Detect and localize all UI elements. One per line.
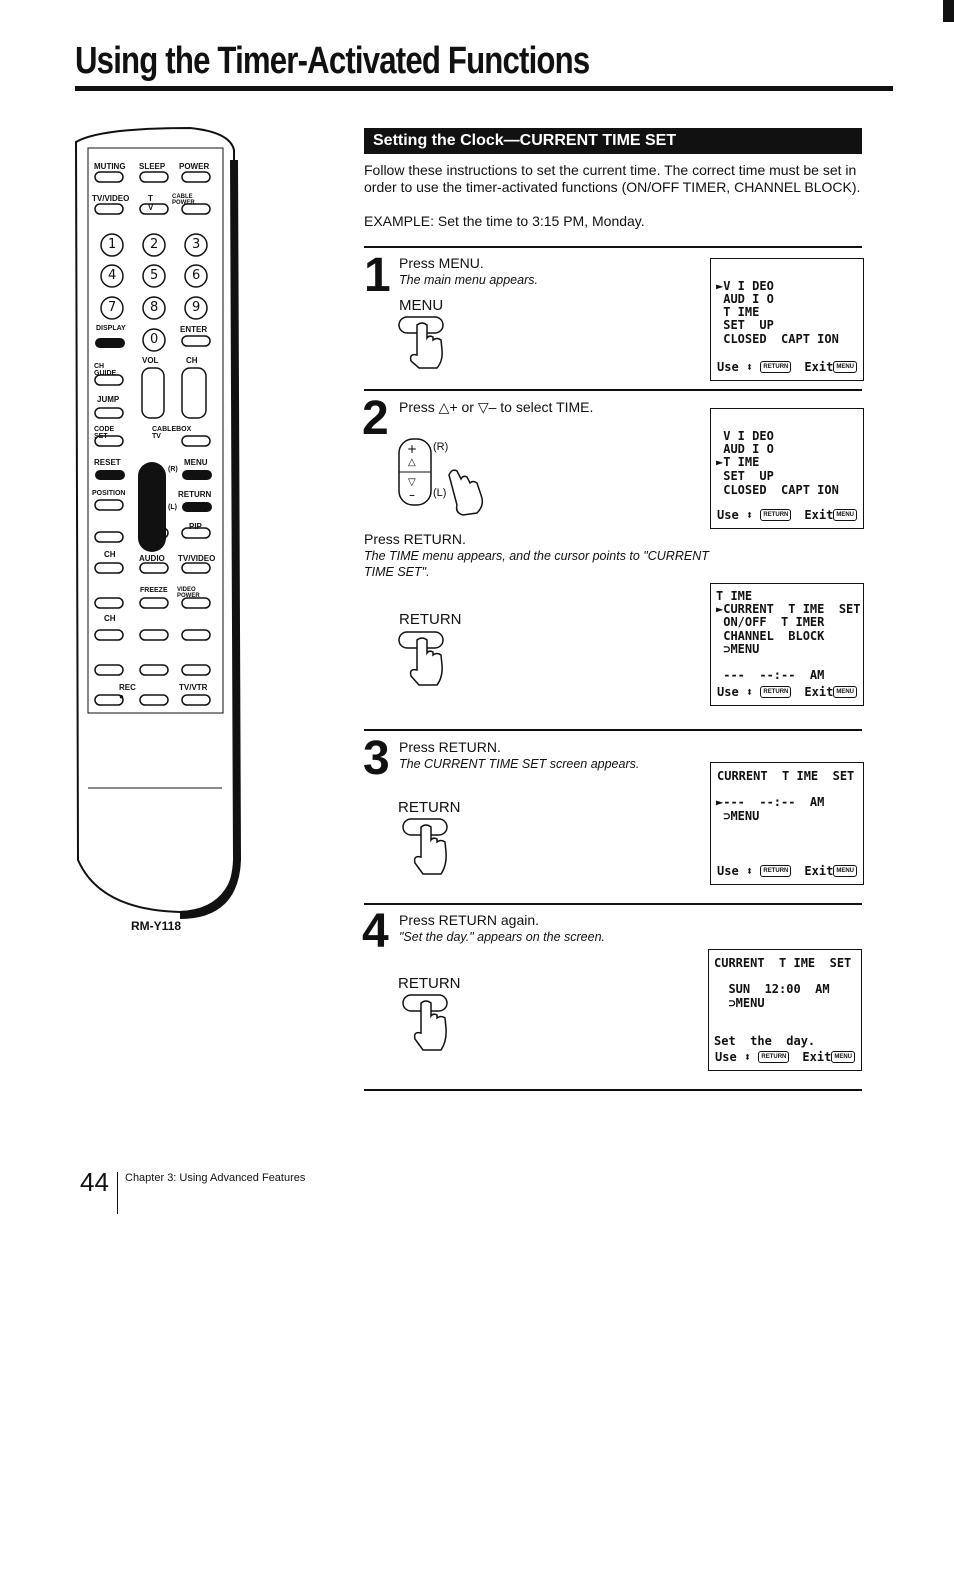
screen-menu-chip: MENU — [833, 509, 857, 521]
remote-audio-label: AUDIO — [139, 554, 165, 563]
remote-jump-label: JUMP — [97, 395, 120, 404]
remote-codeset-label: CODE SET — [94, 426, 115, 440]
screen-menu-chip: MENU — [833, 686, 857, 698]
screen-use-row — [717, 509, 857, 523]
screen-line: T IME — [716, 305, 760, 319]
remote-muting-label: MUTING — [94, 162, 126, 171]
step-2-text: Press △+ or ▽– to select TIME. — [399, 399, 594, 415]
remote-vol-label: VOL — [142, 356, 159, 365]
step-1-note: The main menu appears. — [399, 273, 538, 287]
step-2-note-2: The TIME menu appears, and the cursor points to "CURRENT TIME SET". — [364, 549, 709, 579]
screen-line: AUD I O — [716, 442, 774, 456]
svg-text:▽: ▽ — [408, 477, 416, 488]
remote-tvvideo2-label: TV/VIDEO — [178, 554, 216, 563]
screen-line: CHANNEL BLOCK — [716, 629, 825, 643]
screen-use-text: Use — [717, 684, 739, 699]
remote-l-label: (L) — [168, 504, 177, 511]
remote-rec-label: REC ● — [119, 683, 136, 701]
screen-exit-text: Exit — [804, 863, 834, 878]
remote-r-label: (R) — [168, 466, 178, 473]
screen-menu-chip: MENU — [833, 361, 857, 373]
footer-divider — [117, 1172, 118, 1214]
remote-model-label: RM-Y118 — [131, 919, 182, 933]
remote-digit-1: 1 — [108, 237, 117, 252]
screen-line: CURRENT T IME SET — [717, 769, 855, 783]
step-4-note: "Set the day." appears on the screen. — [399, 930, 605, 944]
screen-line: ⊃MENU — [716, 642, 760, 656]
screen-line: CURRENT T IME SET — [714, 956, 852, 970]
updown-icon: ⬍ — [745, 507, 754, 522]
screen-use-text: Use — [717, 863, 739, 878]
remote-cablebox-label: CABLEBOX TV — [152, 426, 192, 440]
screen-line: ►V I DEO — [716, 279, 774, 293]
svg-text:–: – — [409, 488, 415, 502]
remote-sleep-label: SLEEP — [139, 162, 166, 171]
title-rule — [75, 86, 893, 91]
remote-digit-0: 0 — [150, 332, 159, 347]
updown-icon: ⬍ — [743, 1049, 752, 1064]
screen-line: --- --:-- AM — [716, 668, 825, 682]
screen-line: SET UP — [716, 469, 774, 483]
screen-menu-chip: MENU — [831, 1051, 855, 1063]
step-4-number: 4 — [362, 905, 387, 958]
page-number: 44 — [80, 1167, 109, 1197]
remote-power-label: POWER — [179, 162, 210, 171]
remote-freeze-label: FREEZE — [140, 587, 168, 594]
screen-line: SUN 12:00 AM — [714, 982, 830, 996]
screen-line: AUD I O — [716, 292, 774, 306]
step-divider — [364, 729, 862, 731]
page-edge-mark — [943, 0, 954, 22]
screen-line: ►T IME — [716, 455, 760, 469]
remote-position-label: POSITION — [92, 490, 126, 497]
tv-screen-current-time-set-1 — [710, 762, 864, 885]
screen-line: ON/OFF T IMER — [716, 615, 825, 629]
svg-text:△: △ — [408, 457, 416, 468]
remote-digit-8: 8 — [150, 300, 159, 315]
chapter-label: Chapter 3: Using Advanced Features — [125, 1172, 306, 1184]
step-4-button-label: RETURN — [398, 975, 461, 992]
step-3-text: Press RETURN. — [399, 739, 501, 755]
remote-videopower-label: VIDEO POWER — [177, 587, 200, 599]
hand-press-icon — [397, 817, 452, 877]
screen-use-row — [717, 686, 857, 700]
screen-line: V I DEO — [716, 429, 774, 443]
screen-return-chip: RETURN — [760, 361, 791, 373]
screen-return-chip: RETURN — [760, 686, 791, 698]
screen-exit-text: Exit — [802, 1049, 832, 1064]
screen-line: T IME — [716, 589, 753, 603]
tv-screen-time-menu — [710, 583, 864, 706]
step-3-button-label: RETURN — [398, 799, 461, 816]
screen-exit-text: Exit — [804, 359, 834, 374]
remote-digit-5: 5 — [150, 268, 159, 283]
screen-line: ⊃MENU — [716, 809, 760, 823]
screen-line: ►--- --:-- AM — [716, 795, 825, 809]
remote-digit-3: 3 — [192, 237, 201, 252]
section-example: EXAMPLE: Set the time to 3:15 PM, Monday. — [364, 213, 645, 229]
step-2-text-2: Press RETURN. — [364, 531, 466, 547]
updown-icon: ⬍ — [745, 863, 754, 878]
remote-digit-2: 2 — [150, 237, 159, 252]
step-1-text: Press MENU. — [399, 255, 484, 271]
remote-digit-9: 9 — [192, 300, 201, 315]
remote-ch-label: CH — [186, 356, 198, 365]
screen-line: ⊃MENU — [714, 996, 765, 1010]
screen-exit-text: Exit — [804, 507, 834, 522]
remote-chguide-label: CH GUIDE — [94, 363, 117, 377]
step-2-r-label: (R) — [433, 441, 449, 453]
screen-line: CLOSED CAPT ION — [716, 332, 839, 346]
screen-return-chip: RETURN — [760, 865, 791, 877]
step-divider — [364, 1089, 862, 1091]
remote-return-label: RETURN — [178, 490, 212, 499]
remote-cable-power-label: CABLE POWER — [172, 194, 195, 206]
step-divider — [364, 246, 862, 248]
step-3-number: 3 — [363, 732, 388, 785]
screen-use-row — [717, 361, 857, 375]
step-1-number: 1 — [364, 249, 389, 302]
remote-tv-label: T V — [148, 194, 154, 212]
tv-screen-main-menu-2 — [710, 408, 864, 529]
screen-return-chip: RETURN — [760, 509, 791, 521]
screen-line: ►CURRENT T IME SET — [716, 602, 861, 616]
screen-use-text: Use — [717, 507, 739, 522]
remote-digit-4: 4 — [108, 268, 117, 283]
remote-tvvideo-label: TV/VIDEO — [92, 194, 130, 203]
section-heading: Setting the Clock—CURRENT TIME SET — [364, 128, 862, 154]
updown-icon: ⬍ — [745, 359, 754, 374]
screen-menu-chip: MENU — [833, 865, 857, 877]
screen-use-text: Use — [715, 1049, 737, 1064]
hand-press-icon — [397, 993, 452, 1053]
remote-tvvtr-label: TV/VTR — [179, 683, 208, 692]
remote-ch2-label: CH — [104, 550, 116, 559]
step-divider — [364, 903, 862, 905]
screen-line: SET UP — [716, 318, 774, 332]
screen-line: CLOSED CAPT ION — [716, 483, 839, 497]
screen-exit-text: Exit — [804, 684, 834, 699]
remote-reset-label: RESET — [94, 458, 121, 467]
svg-text:+: + — [407, 442, 418, 456]
step-3-note: The CURRENT TIME SET screen appears. — [399, 757, 640, 771]
remote-pip-label: PIP — [189, 522, 202, 531]
remote-display-label: DISPLAY — [96, 325, 126, 332]
step-1-button-label: MENU — [399, 297, 444, 314]
page-title: Using the Timer-Activated Functions — [75, 40, 590, 82]
step-2-l-label: (L) — [433, 487, 447, 499]
section-intro: Follow these instructions to set the current time. The correct time must be set in order to use the timer-activated functions (ON/OFF TIMER, CHANNEL BLOCK). — [364, 162, 861, 195]
tv-screen-current-time-set-2 — [708, 949, 862, 1071]
hand-press-icon — [397, 315, 447, 370]
remote-swap-label: SWAP — [140, 522, 164, 531]
remote-digit-6: 6 — [192, 268, 201, 283]
tv-screen-main-menu-1 — [710, 258, 864, 381]
step-divider — [364, 389, 862, 391]
screen-use-text: Use — [717, 359, 739, 374]
remote-ch3-label: CH — [104, 614, 116, 623]
updown-icon: ⬍ — [745, 684, 754, 699]
screen-use-row — [715, 1051, 855, 1065]
step-2-number: 2 — [362, 392, 387, 445]
hand-press-icon — [397, 630, 447, 688]
step-4-text: Press RETURN again. — [399, 912, 540, 928]
remote-enter-label: ENTER — [180, 325, 208, 334]
step-2-button-label: RETURN — [399, 611, 462, 628]
screen-return-chip: RETURN — [758, 1051, 789, 1063]
screen-use-row — [717, 865, 857, 879]
remote-digit-7: 7 — [108, 300, 117, 315]
remote-menu-label: MENU — [184, 458, 208, 467]
screen-set-day-text: Set the day. — [714, 1034, 816, 1048]
